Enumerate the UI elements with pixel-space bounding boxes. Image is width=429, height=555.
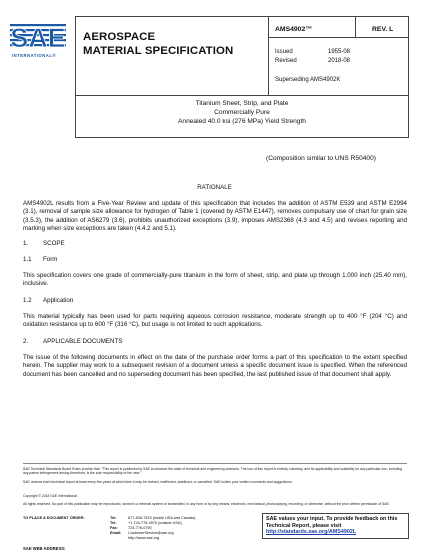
contact-value: +1 724-776-4970 (outside USA) xyxy=(128,521,182,525)
contact-label: Email: xyxy=(110,531,122,535)
revised-label: Revised xyxy=(275,58,297,64)
feedback-line2: Technical Report, please visit xyxy=(266,522,342,529)
rationale-heading: RATIONALE xyxy=(197,184,232,191)
footer-rule xyxy=(23,463,407,464)
logo-subtext: INTERNATIONAL® xyxy=(12,53,56,58)
contact-label: Tel: xyxy=(110,521,117,525)
subject-line3: Annealed 40.0 ksi (276 MPa) Yield Strength xyxy=(178,117,306,125)
revised-value: 2018-08 xyxy=(328,58,351,64)
website-link[interactable]: http://www.sae.org xyxy=(128,536,160,540)
section-documents-text: The issue of the following documents in effect on the date of the purchase order forms a part of this specification to the extent specified herein. The supplier may work to a subsequent revision of a document unless a specific document issue is specified. When the referenced document has been cancelled and no superseding document has been specified, the last published issue of that document shall apply. xyxy=(23,354,407,378)
footer-rights: All rights reserved. No part of this publication may be reproduced, stored in a retrieval system or transmitted, in any form or by any means, electronic, mechanical, photocopying, recording, or otherwise, without the prior written permission of SAE. xyxy=(23,502,390,506)
footer-policy-1: SAE Technical Standards Board Rules provide that: "This report is published by SAE to advance the state of technical and engineering sciences. The use of this report is entirely voluntary, and its applicability and suitability for any particular use, including any patent infringement arising therefrom, is the sole responsibility of the user." xyxy=(23,467,403,476)
contact-label: Fax: xyxy=(110,526,118,530)
section-number: 1. xyxy=(23,240,29,247)
feedback-link[interactable]: http://standards.sae.org/AMS4902L xyxy=(266,529,357,535)
superseding-note: Superseding AMS4902K xyxy=(275,77,341,83)
doc-number: AMS4902™ xyxy=(275,26,313,33)
header-divider-vertical xyxy=(268,17,269,95)
rationale-text: AMS4902L results from a Five-Year Review and update of this specification that includes the addition of ASTM E539 and ASTM E2994 (3.1), removal of sample size allowance for hydrogen of Table 1 (covered by ASTM E1447), removes compulsary use of chart for grain size (3.5.3), the addition of AS6279 (3.6), prohibits unauthorized exceptions (3.9), imposes AMS2368 (4.3 and 4.5) and revises reporting and marking when size exceptions are taken (4.4.2 and 5.1). xyxy=(23,200,407,232)
feedback-line1: SAE values your input. To provide feedback on this xyxy=(266,516,398,522)
contact-label: Tel: xyxy=(110,516,117,520)
feedback-box xyxy=(262,513,409,539)
section-application-text: This material typically has been used for parts requiring aqueous corrosion resistance, moderate strength up to 400 °F (204 °C) and oxidation resistance up to 600 °F (316 °C), but usage is not limited to such applications. xyxy=(23,313,407,329)
section-title: SCOPE xyxy=(43,240,65,247)
sae-logo-mark xyxy=(10,19,66,53)
section-form-text: This specification covers one grade of commercially-pure titanium in the form of sheet, strip, and plate up through 1.000 inch (25.40 mm), inclusive. xyxy=(23,272,407,288)
header-divider-rev xyxy=(355,17,356,37)
spec-subject xyxy=(75,96,409,138)
spec-type-title xyxy=(83,30,233,58)
footer-copyright: Copyright © 2018 SAE International xyxy=(23,494,77,498)
sae-logo xyxy=(10,19,66,65)
section-application-heading xyxy=(23,297,73,304)
section-title: Form xyxy=(43,256,58,263)
section-number: 1.1 xyxy=(23,256,32,263)
header-divider-horizontal xyxy=(268,37,409,38)
title-line2: MATERIAL SPECIFICATION xyxy=(83,45,234,57)
logo-text: SAE xyxy=(10,23,66,53)
order-label: TO PLACE A DOCUMENT ORDER: xyxy=(23,516,85,520)
subject-line2: Commercially Pure xyxy=(214,108,270,116)
contact-value: 724-776-0790 xyxy=(128,526,152,530)
section-number: 2. xyxy=(23,338,29,345)
footer-policy-2: SAE reviews each technical report at least every five years at which time it may be revised, reaffirmed, stabilized, or cancelled. SAE invites your written comments and suggestions. xyxy=(23,480,293,484)
web-address-label: SAE WEB ADDRESS: xyxy=(23,546,66,551)
section-title: APPLICABLE DOCUMENTS xyxy=(43,338,123,345)
issued-value: 1955-08 xyxy=(328,49,351,55)
title-line1: AEROSPACE xyxy=(83,31,156,43)
contact-value: 877-606-7323 (inside USA and Canada) xyxy=(128,516,196,520)
spec-header xyxy=(75,16,409,96)
section-title: Application xyxy=(43,297,74,304)
section-documents-heading xyxy=(23,338,122,345)
issued-label: Issued xyxy=(275,49,293,55)
revision-label: REV. L xyxy=(372,26,394,33)
order-contacts xyxy=(110,516,196,541)
section-form-heading xyxy=(23,256,57,263)
section-number: 1.2 xyxy=(23,297,32,304)
composition-note: (Composition similar to UNS R50400) xyxy=(266,155,376,162)
subject-line1: Titanium Sheet, Strip, and Plate xyxy=(195,100,289,107)
section-scope-heading xyxy=(23,240,65,247)
email-link[interactable]: CustomerService@sae.org xyxy=(128,531,174,535)
